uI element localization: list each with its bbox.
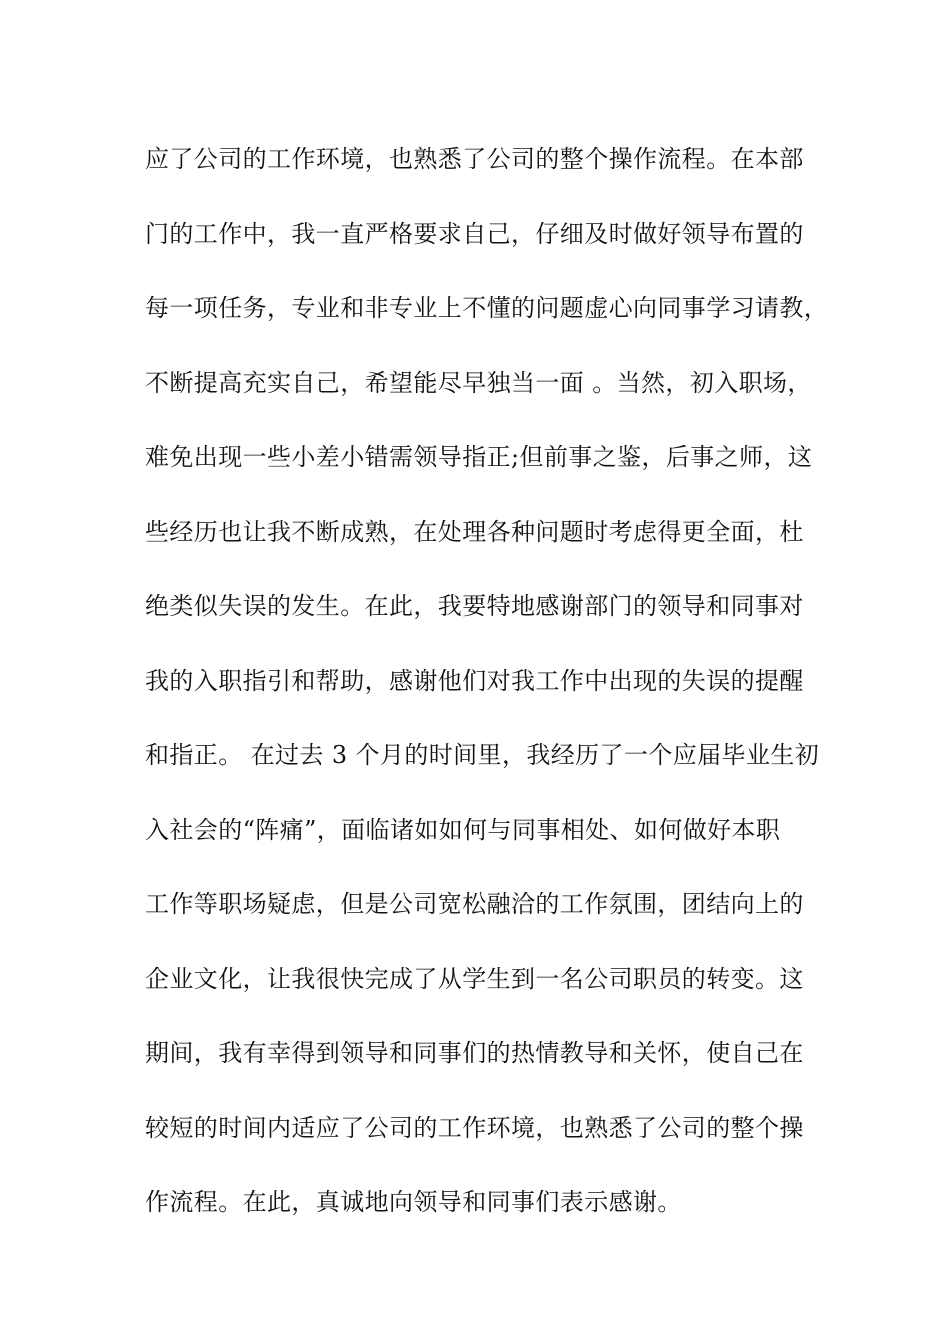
body-text (145, 137, 829, 1255)
text-line-3: 每一项任务，专业和非专业上不懂的问题虚心向同事学习请教， (145, 294, 829, 322)
text-line-15: 作流程。在此，真诚地向领导和同事们表示感谢。 (145, 1188, 682, 1216)
text-line-12: 企业文化，让我很快完成了从学生到一名公司职员的转变。这 (145, 964, 804, 993)
text-line-2: 门的工作中，我一直严格要求自己，仔细及时做好领导布置的 (145, 219, 804, 248)
text-line-6: 些经历也让我不断成熟，在处理各种问题时考虑得更全面，杜 (145, 517, 804, 546)
text-line-14: 较短的时间内适应了公司的工作环境，也熟悉了公司的整个操 (145, 1113, 804, 1142)
text-line-1: 应了公司的工作环境，也熟悉了公司的整个操作流程。在本部 (145, 145, 804, 173)
text-line-9: 和指正。 在过去 3 个月的时间里，我经历了一个应届毕业生初 (145, 741, 820, 769)
text-line-13: 期间，我有幸得到领导和同事们的热情教导和关怀，使自己在 (145, 1039, 804, 1067)
text-line-5: 难免出现一些小差小错需领导指正;但前事之鉴，后事之师，这 (145, 443, 813, 471)
text-line-7: 绝类似失误的发生。在此，我要特地感谢部门的领导和同事对 (145, 592, 804, 620)
text-line-8: 我的入职指引和帮助，感谢他们对我工作中出现的失误的提醒 (145, 666, 804, 695)
text-line-10: 入社会的“阵痛”，面临诸如如何与同事相处、如何做好本职 (145, 815, 781, 844)
text-line-11: 工作等职场疑虑，但是公司宽松融洽的工作氛围，团结向上的 (145, 890, 804, 918)
text-line-4: 不断提高充实自己，希望能尽早独当一面 。当然，初入职场， (145, 368, 812, 397)
